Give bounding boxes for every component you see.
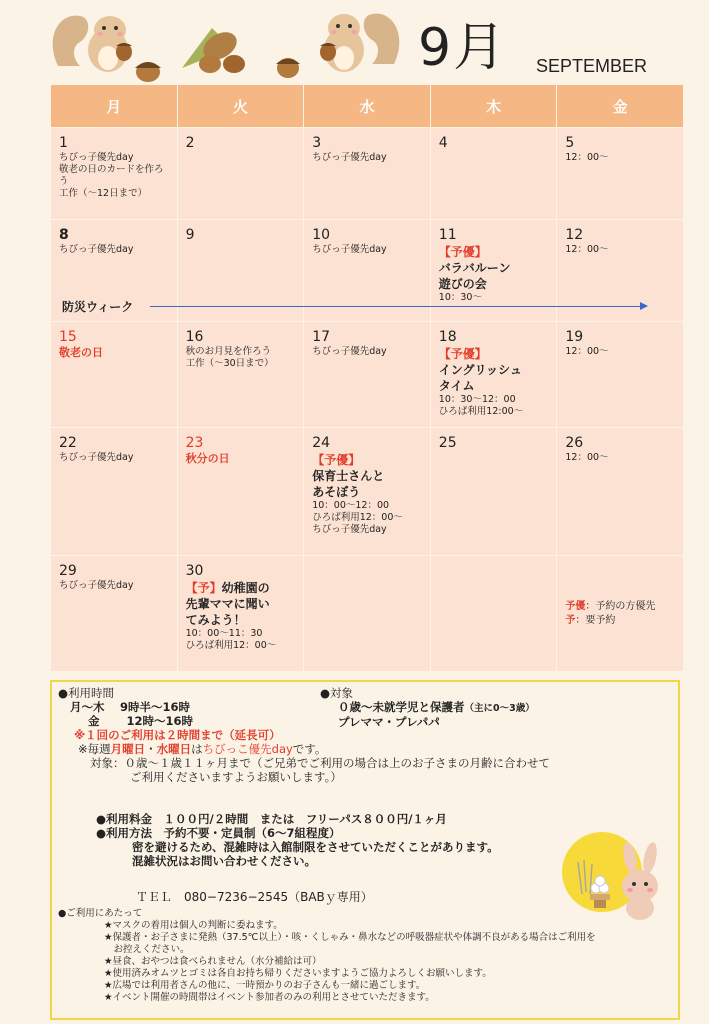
cell-note: ちびっ子優先day (59, 244, 134, 255)
tel: ＴＥＬ 080−7236−2545（BABｙ専用） (136, 890, 373, 904)
cell-note: 工作（～30日まで） (185, 358, 274, 369)
rabbit-icon (612, 842, 668, 922)
legend (565, 600, 675, 628)
day-number: 16 (185, 329, 204, 345)
cell-note: 12：00～ (565, 244, 609, 255)
target-line-2: プレママ・プレパパ (338, 715, 440, 729)
cell-note: 12：00～ (565, 152, 609, 163)
cell-note: 工作（～12日まで） (59, 188, 148, 199)
cell-note: ちびっ子優先day (59, 580, 134, 591)
dango-icon (572, 858, 612, 914)
event-tag-text: 【予優】 (438, 347, 487, 361)
calendar-cell (51, 428, 178, 556)
cell-note: ひろば利用12：00～ (185, 640, 277, 651)
calendar-cell (177, 128, 304, 220)
day-number: 12 (565, 227, 584, 243)
calendar-cell (304, 428, 431, 556)
calendar-week-row (51, 128, 684, 220)
calendar-cell (51, 322, 178, 428)
calendar-week-row (51, 428, 684, 556)
calendar-cell (177, 556, 304, 672)
acorn-icon (130, 52, 166, 84)
calendar-week-row (51, 322, 684, 428)
legend-text: ：予約の方優先 (585, 601, 656, 612)
weekday-mon: 月 (51, 85, 178, 128)
day-number: 26 (565, 435, 584, 451)
day-number: 3 (312, 135, 322, 151)
weekday-thu: 木 (430, 85, 557, 128)
event-tag-text: 【予】 (185, 581, 222, 595)
day-number: 4 (438, 135, 448, 151)
holiday-label: 敬老の日 (59, 346, 103, 359)
pinecone-icon (172, 18, 252, 76)
attention-item: ★広場では利用者さんの他に、一時預かりのお子さんも一緒に過ごします。 (104, 980, 426, 991)
event-title: てみよう！ (185, 613, 246, 627)
day-number: 5 (565, 135, 575, 151)
cell-note: 10：00～12：00 (312, 500, 390, 511)
event-title: あそぼう (312, 485, 361, 499)
event-tag-text: 【予優】 (312, 453, 361, 467)
method-2: 密を避けるため、混雑時は入館制限をさせていただくことがあります。 (132, 840, 499, 854)
day-number: 15 (59, 329, 77, 345)
info-panel (50, 680, 680, 1020)
calendar-cell (177, 322, 304, 428)
attention-item: ★イベント開催の時間帯はイベント参加者のみの利用とさせていただきます。 (104, 992, 435, 1003)
method-3: 混雑状況はお問い合わせください。 (132, 854, 316, 868)
cell-note: 10：00～11：30 (185, 628, 263, 639)
attention-item: ★使用済みオムツとゴミは各自お持ち帰りくださいますようご協力よろしくお願いします。 (104, 968, 492, 979)
calendar-cell (304, 556, 431, 672)
day-number: 19 (565, 329, 584, 345)
event-title: 先輩ママに聞い (185, 597, 270, 611)
weekday-wed: 水 (304, 85, 431, 128)
event-title: 遊びの会 (438, 277, 487, 291)
calendar-cell (557, 322, 684, 428)
note-2: ※毎週月曜日・水曜日はちびっこ優先dayです。 (78, 742, 327, 756)
cell-note: ちびっ子優先day (312, 152, 387, 163)
cell-note: 12：00～ (565, 452, 609, 463)
cell-note: 12：00～ (565, 346, 609, 357)
legend-key: 予 (565, 615, 576, 626)
calendar-cell (304, 322, 431, 428)
calendar-cell (557, 556, 684, 672)
squirrel-icon (302, 4, 402, 82)
event-tag (186, 580, 296, 596)
day-number: 24 (312, 435, 331, 451)
legend-line-1 (565, 600, 675, 614)
event-title: 幼稚園の (221, 581, 270, 595)
event-tag (312, 452, 422, 468)
week-arrow (150, 306, 646, 307)
legend-key: 予優 (565, 601, 586, 612)
day-number: 18 (438, 329, 457, 345)
event-title: 保育士さんと (312, 469, 385, 483)
day-number: 30 (185, 563, 204, 579)
calendar-cell (177, 428, 304, 556)
note-4: ご利用くださいますようお願いします。） (130, 770, 342, 784)
attention-item: お控えください。 (104, 944, 190, 955)
calendar (50, 84, 684, 672)
cell-note: ちびっ子優先day (59, 152, 134, 163)
calendar-cell (51, 128, 178, 220)
note-3: 対象：０歳～１歳１１ヶ月まで（ご兄弟でご利用の場合は上のお子さまの月齢に合わせて (90, 756, 550, 770)
attention-title: ●ご利用にあたって (58, 908, 143, 919)
squirrel-icon (50, 6, 140, 82)
acorn-icon (272, 50, 304, 80)
cell-note: ちびっ子優先day (59, 452, 134, 463)
day-number: 1 (59, 135, 68, 151)
holiday-label: 秋分の日 (185, 452, 230, 465)
calendar-cell (430, 556, 557, 672)
weekday-tue: 火 (177, 85, 304, 128)
day-number: 17 (312, 329, 331, 345)
calendar-cell (304, 128, 431, 220)
cell-note: ひろば利用12：00～ (312, 512, 403, 523)
day-number: 2 (185, 135, 195, 151)
attention-item: ★昼食、おやつは食べられません（水分補給は可） (104, 956, 322, 967)
calendar-cell (51, 556, 178, 672)
attention-item: ★マスクの着用は個人の判断に委ねます。 (104, 920, 283, 931)
calendar-week-row (51, 556, 684, 672)
calendar-cell (430, 428, 557, 556)
cell-note: 秋のお月見を作ろう (185, 346, 272, 357)
cell-note: ちびっ子優先day (312, 346, 387, 357)
day-number: 10 (312, 227, 331, 243)
header (0, 0, 709, 84)
calendar-cell (557, 128, 684, 220)
event-title: タイム (438, 379, 475, 393)
note-1: ※１回のご利用は２時間まで（延長可） (74, 728, 281, 742)
cell-note: 敬老の日のカードを作ろう (59, 164, 164, 187)
event-tag (439, 244, 549, 260)
day-number: 22 (59, 435, 77, 451)
event-tag-text: 【予優】 (438, 245, 487, 259)
event-title: バラバルーン (438, 261, 511, 275)
calendar-cell (430, 322, 557, 428)
hours-title: ●利用時間 (58, 686, 115, 700)
event-tag (439, 346, 549, 362)
weekday-header-row (51, 85, 684, 128)
method: ●利用方法 予約不要・定員制（6～7組程度） (96, 826, 341, 840)
hours-line-1: 月～木 9時半～16時 (70, 700, 191, 714)
arrowhead-icon (640, 302, 648, 310)
month-title: 9月 (418, 18, 508, 78)
weekday-fri: 金 (557, 85, 684, 128)
day-number: 8 (59, 227, 69, 243)
month-english: SEPTEMBER (536, 56, 648, 76)
target-line-1: ０歳～未就学児と保護者（主に0～3歳） (338, 700, 535, 714)
target-title: ●対象 (320, 686, 354, 700)
day-number: 9 (185, 227, 195, 243)
legend-text: ：要予約 (575, 615, 616, 626)
hours-line-2: 金 12時～16時 (88, 714, 194, 728)
day-number: 11 (438, 227, 457, 243)
cell-note: 10：30～12：00 (438, 394, 516, 405)
cell-note: 10：30～ (438, 292, 482, 303)
cell-note: ちびっ子優先day (312, 244, 387, 255)
week-note: 防災ウィーク (62, 300, 134, 314)
attention-item: ★保護者・お子さまに発熱（37.5℃以上）・咳・くしゃみ・鼻水などの呼吸器症状や体調不良がある場合はご利用を (104, 932, 596, 943)
day-number: 29 (59, 563, 77, 579)
event-title: イングリッシュ (438, 363, 522, 377)
fee: ●利用料金 １００円/２時間 または フリーパス８００円/１ヶ月 (96, 812, 447, 826)
cell-note: ちびっ子優先day (312, 524, 387, 535)
calendar-cell (557, 428, 684, 556)
calendar-cell (430, 128, 557, 220)
day-number: 25 (438, 435, 457, 451)
day-number: 23 (185, 435, 204, 451)
cell-note: ひろば利用12:00～ (438, 406, 524, 417)
attention-list (58, 920, 668, 1004)
legend-line-2 (565, 614, 675, 628)
